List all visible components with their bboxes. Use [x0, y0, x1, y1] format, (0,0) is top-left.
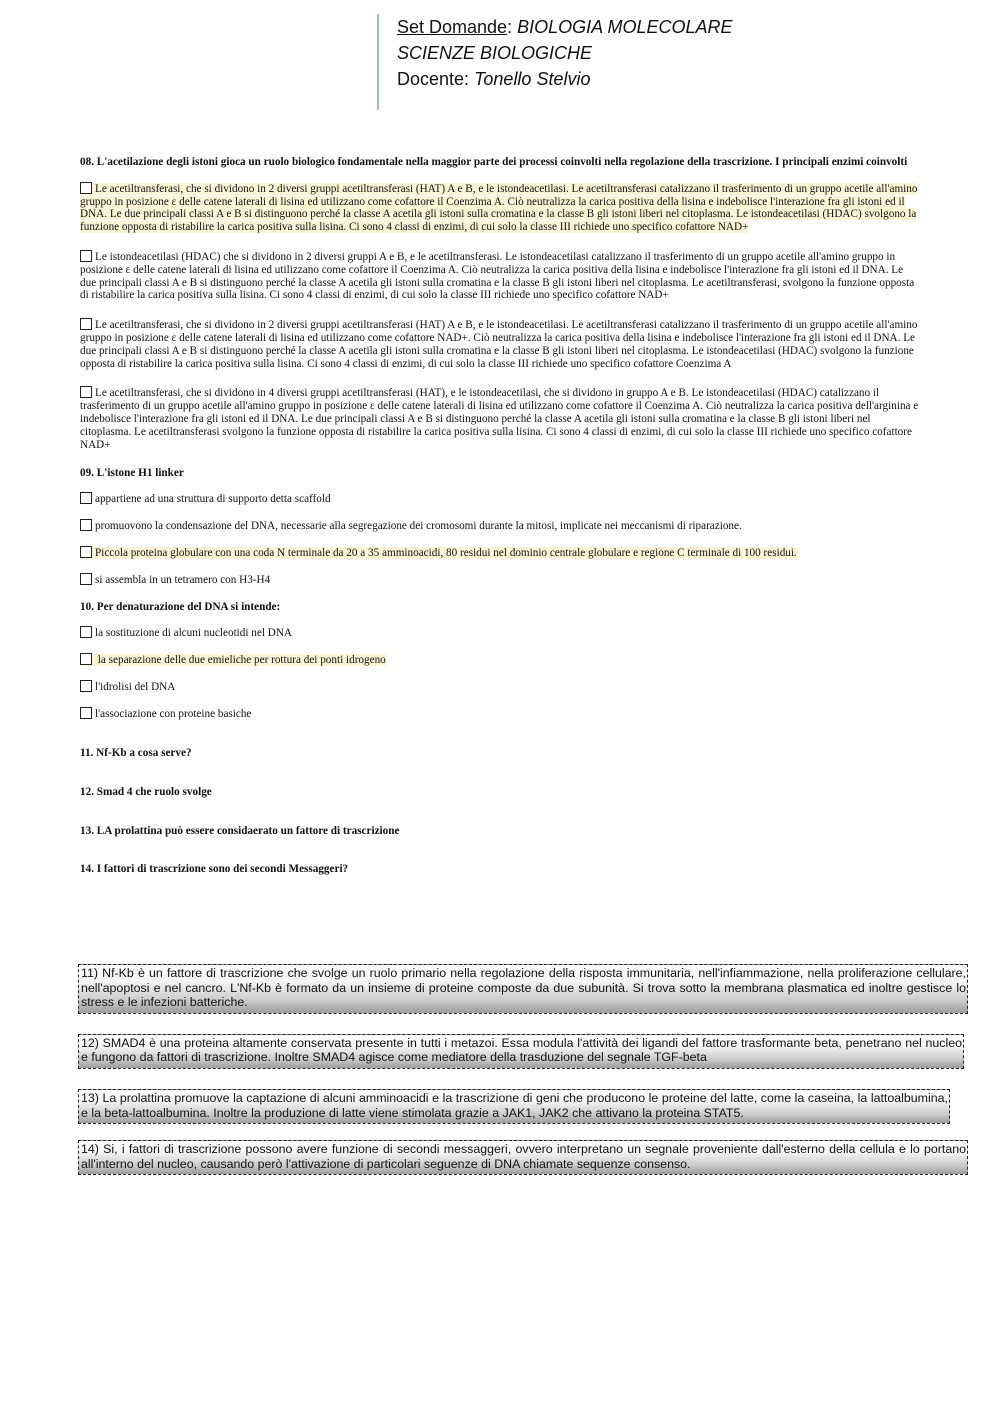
question-08-title: 08. L'acetilazione degli istoni gioca un ruolo biologico fondamentale nella maggior parte dei processi coinvolti nella regolazione della trascrizione. I principali enzimi coinvolti	[80, 156, 908, 168]
question-10-title: 10. Per denaturazione del DNA si intende:	[80, 601, 281, 614]
set-line	[397, 14, 857, 40]
question-08-option-1	[80, 182, 920, 234]
document-header	[377, 14, 857, 110]
option-text: l'associazione con proteine basiche	[95, 707, 252, 720]
questions-section	[80, 156, 920, 876]
set-separator: :	[507, 17, 513, 37]
question-09-option-4	[80, 573, 920, 587]
option-checkbox[interactable]	[80, 707, 92, 719]
option-checkbox[interactable]	[80, 546, 92, 558]
option-checkbox[interactable]	[80, 492, 92, 504]
option-checkbox[interactable]	[80, 519, 92, 531]
option-text: l'idrolisi del DNA	[95, 680, 176, 693]
teacher-name: Tonello Stelvio	[474, 69, 591, 89]
course-name: SCIENZE BIOLOGICHE	[397, 43, 593, 63]
question-08-option-2	[80, 250, 920, 302]
question-10-option-4	[80, 707, 920, 721]
option-checkbox[interactable]	[80, 386, 92, 398]
set-value: BIOLOGIA MOLECOLARE	[517, 17, 733, 37]
answer-12-box[interactable]: 12) SMAD4 è una proteina altamente conservata presente in tutti i metazoi. Essa modula l'attività dei ligandi del fattore trasformante beta, penetrano nel nucleo e fungono da fattori di trascrizione. Inoltre SMAD4 agisce come mediatore della trasduzione del segnale TGF-beta	[78, 1034, 964, 1069]
option-text: la separazione delle due emieliche per rottura dei ponti idrogeno	[95, 653, 386, 666]
option-text: promuovono la condensazione del DNA, necessarie alla segregazione dei cromosomi durante la mitosi, implicate nei meccanismi di riparazione.	[95, 520, 742, 533]
question-08-option-3	[80, 318, 920, 370]
answer-11-box[interactable]: 11) Nf-Kb è un fattore di trascrizione che svolge un ruolo primario nella regolazione della risposta immunitaria, nell'infiammazione, nella proliferazione cellulare, nell'apoptosi e nel cancro. L'Nf-Kb è formato da un insieme di proteine composte da due subunità. Si trova sotto la membrana plasmatica ed inoltre gestisce lo stress e le infezioni batteriche.	[78, 964, 968, 1014]
answer-14-box[interactable]: 14) Si, i fattori di trascrizione possono avere funzione di secondi messaggeri, ovvero interpretano un segnale proveniente dall'esterno della cellula e lo portano all'interno del nucleo, causando però l'attivazione di particolari seguenze di DNA chiamate sequenze consenso.	[78, 1140, 968, 1175]
option-text: Le istondeacetilasi (HDAC) che si dividono in 2 diversi gruppi A e B, e le acetiltransferasi. Le istondeacetilasi catalizzano il trasferimento di un gruppo acetile all'amino gruppo in posizione ε delle catene laterali di lisina ed utilizzano come cofattore il Coenzima A. Ciò neutralizza la carica positiva della lisina e indebolisce l'interazione fra gli istoni ed il DNA. Le due principali classi A e B si distinguono perché la classe A acetila gli istoni sulla cromatina e la classe B gli istoni liberi nel citoplasma. Le acetiltransferasi, svolgono la funzione opposta di ristabilire la carica positiva sulla lisina. Ci sono 4 classi di enzimi, di cui solo la classe III richiede uno specifico cofattore NAD+	[80, 250, 915, 302]
question-09-option-2	[80, 519, 920, 533]
option-text: Le acetiltransferasi, che si dividono in 4 diversi gruppi acetiltransferasi (HAT), e le istondeacetilasi, che si dividono in gruppo A e B. Le istondeacetilasi (HDAC) catalizzano il trasferimento di un gruppo acetile all'amino gruppo in posizione ε delle catene laterali di lisina ed utilizzano come cofattore il Coenzima A. Ciò neutralizza la carica positiva dell'arginina e indebolisce l'interazione fra gli istoni ed il DNA. Le due principali classi A e B si distinguono perché la classe A acetila gli istoni sulla cromatina e la classe B gli istoni liberi nel citoplasma. Le acetiltransferasi svolgono la funzione opposta di ristabilire la carica positiva sulla lisina. Ci sono 4 classi di enzimi, di cui solo la classe III richiede uno specifico cofattore NAD+	[80, 387, 919, 451]
question-10-option-2	[80, 653, 920, 667]
option-checkbox[interactable]	[80, 680, 92, 692]
option-checkbox[interactable]	[80, 653, 92, 665]
answer-13-box[interactable]: 13) La prolattina promuove la captazione di alcuni amminoacidi e la trascrizione di geni che producono le proteine del latte, come la caseina, la lattoalbumina, e la beta-lattoalbumina. Inoltre la produzione di latte viene stimolata grazie a JAK1, JAK2 che attivano la proteina STAT5.	[78, 1089, 950, 1124]
answers-section	[78, 964, 968, 1175]
option-checkbox[interactable]	[80, 250, 92, 262]
teacher-label: Docente:	[397, 69, 470, 89]
option-text: appartiene ad una struttura di supporto detta scaffold	[95, 493, 331, 506]
question-11-title: 11. Nf-Kb a cosa serve?	[80, 746, 192, 759]
option-text: si assembla in un tetramero con H3-H4	[95, 574, 271, 587]
option-checkbox[interactable]	[80, 573, 92, 585]
question-09-option-3	[80, 546, 920, 560]
question-14-title: 14. I fattori di trascrizione sono dei secondi Messaggeri?	[80, 863, 349, 876]
option-text: Le acetiltransferasi, che si dividono in 2 diversi gruppi acetiltransferasi (HAT) A e B, e le istondeacetilasi. Le acetiltransferasi catalizzano il trasferimento di un gruppo acetile all'amino gruppo in posizione ε delle catene laterali di lisina ed utilizzano come cofattore il Coenzima A. Ciò neutralizza la carica positiva della lisina e indebolisce l'interazione fra gli istoni ed il DNA. Le due principali classi A e B si distinguono perché la classe A acetila gli istoni sulla cromatina e la classe B gli istoni liberi nel citoplasma. Le istondeacetilasi (HDAC) svolgono la funzione opposta di ristabilire la carica positiva sulla lisina. Ci sono 4 classi di enzimi, di cui solo la classe III richiede uno specifico cofattore NAD+	[80, 182, 918, 234]
question-12-title: 12. Smad 4 che ruolo svolge	[80, 785, 212, 798]
question-10-option-1	[80, 626, 920, 640]
question-10-option-3	[80, 680, 920, 694]
teacher-line	[397, 66, 857, 92]
set-label: Set Domande	[397, 17, 508, 37]
option-text: Piccola proteina globulare con una coda N terminale da 20 a 35 amminoacidi, 80 residui nel dominio centrale globulare e regione C terminale di 100 residui.	[95, 547, 797, 560]
option-checkbox[interactable]	[80, 318, 92, 330]
question-08-option-4	[80, 386, 920, 451]
question-13-title: 13. LA prolattina può essere considaerato un fattore di trascrizione	[80, 824, 400, 837]
option-checkbox[interactable]	[80, 182, 92, 194]
question-09-option-1	[80, 492, 920, 506]
course-line	[397, 40, 857, 66]
option-text: la sostituzione di alcuni nucleotidi nel DNA	[95, 626, 292, 639]
option-text: Le acetiltransferasi, che si dividono in 2 diversi gruppi acetiltransferasi (HAT) A e B, e le istondeacetilasi. Le acetiltransferasi catalizzano il trasferimento di un gruppo acetile all'amino gruppo in posizione ε delle catene laterali di lisina ed utilizzano come cofattore NAD+. Ciò neutralizza la carica positiva della lisina e indebolisce l'interazione fra gli istoni ed il DNA. Le due principali classi A e B si distinguono perché la classe A acetila gli istoni sulla cromatina e la classe B gli istoni liberi nel citoplasma. Le istondeacetilasi (HDAC) svolgono la funzione opposta di ristabilire la carica positiva sulla lisina. Ci sono 4 classi di enzimi, di cui solo la classe III richiede uno specifico cofattore Coenzima A	[80, 319, 918, 370]
question-09-title: 09. L'istone H1 linker	[80, 467, 184, 480]
option-checkbox[interactable]	[80, 626, 92, 638]
